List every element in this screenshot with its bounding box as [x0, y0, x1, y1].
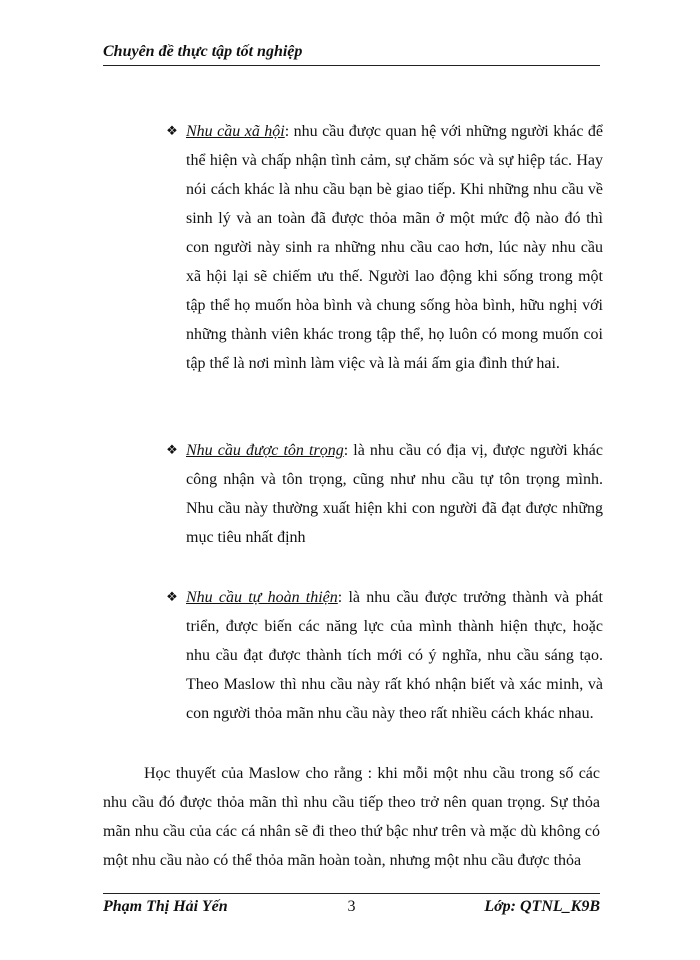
diamond-bullet-icon: ❖ — [166, 443, 178, 458]
page-footer — [103, 897, 600, 919]
bullet-text: : là nhu cầu được trưởng thành và phát triển, được biến các năng lực của mình thành hiện thực, hoặc nhu cầu đạt được thành tích mới có ý nghĩa, nhu cầu sáng tạo. Theo Maslow thì nhu cầu này rất khó nhận biết và xác minh, và con người thỏa mãn nhu cầu này theo rất nhiều cách khác nhau. — [186, 589, 603, 722]
bullet-term: Nhu cầu được tôn trọng — [186, 442, 344, 459]
diamond-bullet-icon: ❖ — [166, 124, 178, 139]
diamond-bullet-icon: ❖ — [166, 590, 178, 605]
footer-divider — [103, 893, 600, 894]
bullet-esteem-needs — [163, 436, 603, 552]
bullet-term: Nhu cầu tự hoàn thiện — [186, 589, 338, 606]
bullet-paragraph — [186, 117, 603, 378]
bullet-text: : nhu cầu được quan hệ với những người khác để thể hiện và chấp nhận tình cảm, sự chăm sóc và sự hiệp tác. Hay nói cách khác là nhu cầu bạn bè giao tiếp. Khi những nhu cầu về sinh lý và an toàn đã được thỏa mãn ở một mức độ nào đó thì con người này sinh ra những nhu cầu cao hơn, lúc này nhu cầu xã hội lại sẽ chiếm ưu thế. Người lao động khi sống trong một tập thể họ muốn hòa bình và chung sống hòa bình, hữu nghị với những thành viên khác trong tập thể, họ luôn có mong muốn coi tập thể là nơi mình làm việc và là mái ấm gia đình thứ hai. — [186, 123, 603, 372]
body-paragraph: Học thuyết của Maslow cho rằng : khi mỗi một nhu cầu trong số các nhu cầu đó được thỏa mãn thì nhu cầu tiếp theo trở nên quan trọng. Sự thỏa mãn nhu cầu của các cá nhân sẽ đi theo thứ bậc như trên và mặc dù không có một nhu cầu nào có thể thỏa mãn hoàn toàn, nhưng một nhu cầu được thỏa — [103, 765, 600, 869]
bullet-paragraph — [186, 436, 603, 552]
footer-class: Lớp: QTNL_K9B — [484, 898, 600, 915]
bullet-term: Nhu cầu xã hội — [186, 123, 285, 140]
page-number: 3 — [347, 898, 356, 915]
bullet-social-needs — [163, 117, 603, 378]
header-divider — [103, 65, 600, 66]
page-header-title: Chuyên đề thực tập tốt nghiệp — [103, 43, 303, 60]
bullet-paragraph — [186, 583, 603, 728]
bullet-text: : là nhu cầu có địa vị, được người khác công nhận và tôn trọng, cũng như nhu cầu tự tôn trọng mình. Nhu cầu này thường xuất hiện khi con người đã đạt được những mục tiêu nhất định — [186, 442, 603, 546]
bullet-self-actualization-needs — [163, 583, 603, 728]
footer-author: Phạm Thị Hải Yến — [103, 898, 228, 915]
